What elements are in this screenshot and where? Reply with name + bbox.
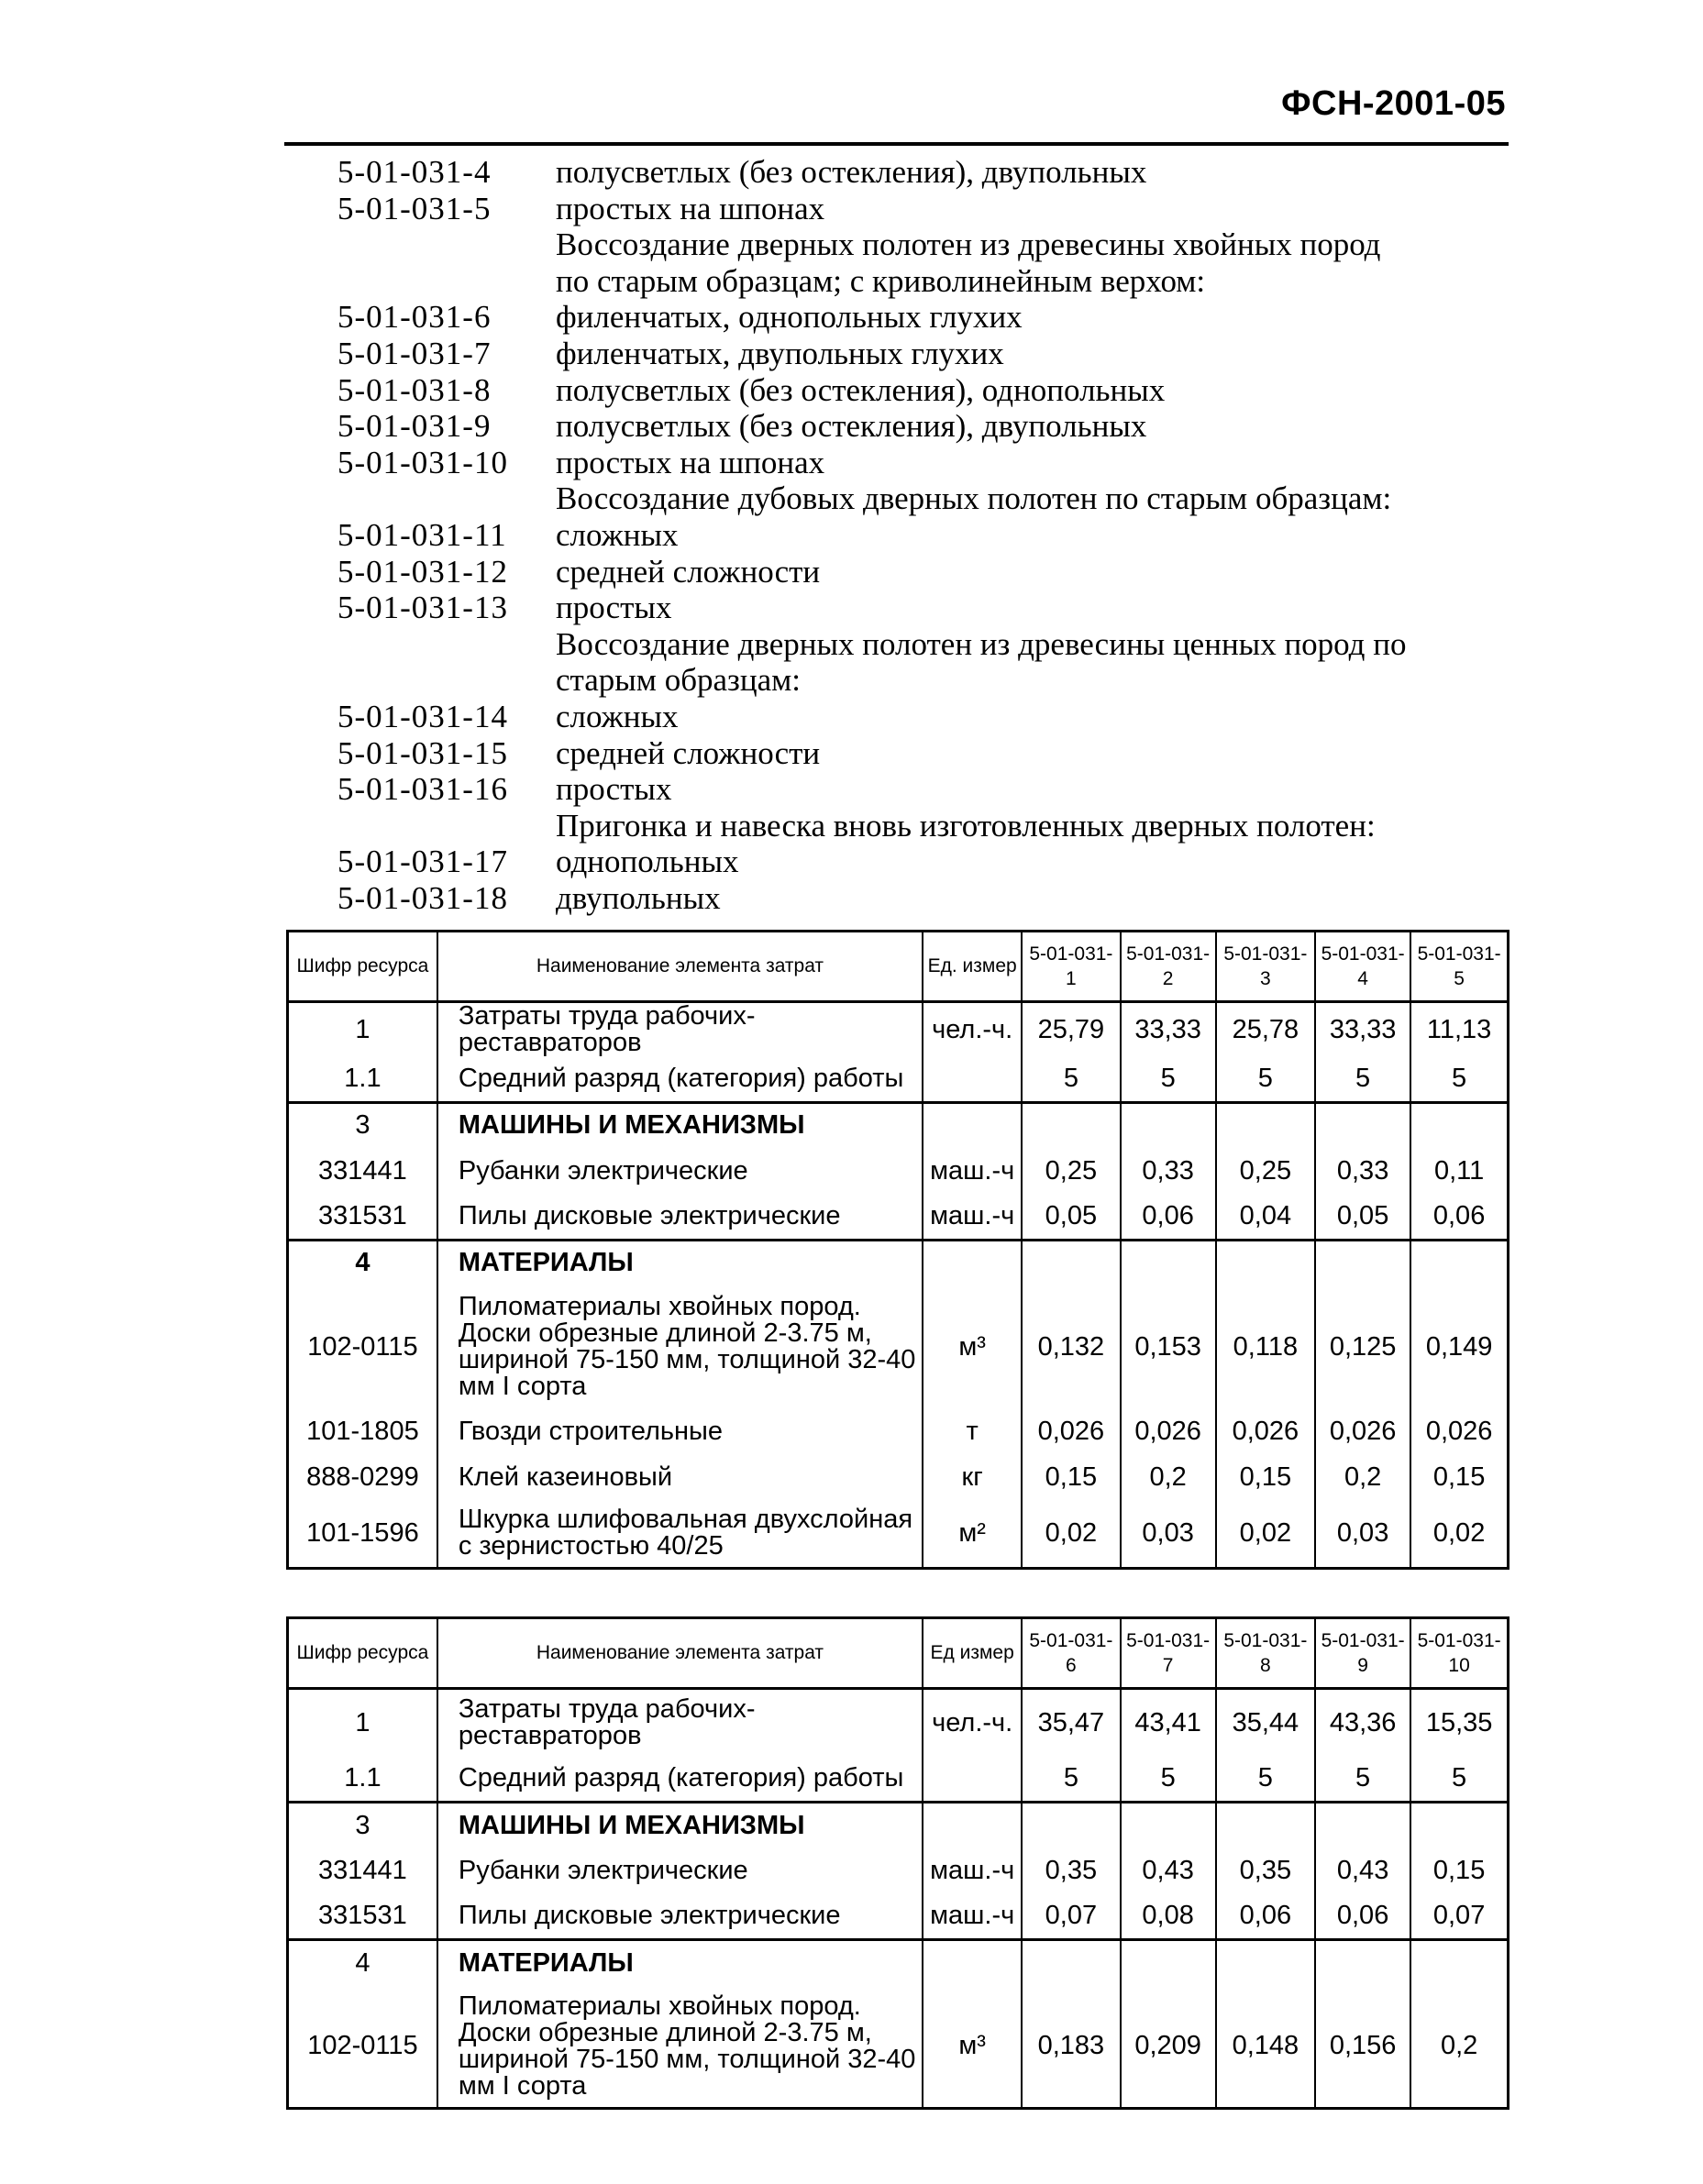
table-header-row — [288, 1618, 1509, 1689]
list-heading: Воссоздание дверных полотен из древесины хвойных пород — [556, 226, 1381, 263]
unit: маш.-ч — [923, 1894, 1022, 1940]
cost-element-name: Рубанки электрические — [437, 1148, 923, 1194]
value-cell: 0,15 — [1216, 1454, 1315, 1500]
col-header-norm: 5-01-031-2 — [1121, 932, 1216, 1002]
value-cell: 0,06 — [1216, 1894, 1315, 1940]
list-heading: Пригонка и навеска вновь изготовленных дверных полотен: — [556, 807, 1376, 844]
value-cell: 0,05 — [1022, 1194, 1120, 1240]
cost-element-name: Пилы дисковые электрические — [437, 1894, 923, 1940]
value-cell: 0,118 — [1216, 1285, 1315, 1408]
resource-code: 331441 — [288, 1848, 437, 1894]
table-row — [288, 1102, 1509, 1148]
value-cell — [1315, 1240, 1410, 1285]
cost-element-name: Затраты труда рабочих-реставраторов — [437, 1689, 923, 1757]
value-cell: 0,06 — [1121, 1194, 1216, 1240]
value-cell: 0,2 — [1121, 1454, 1216, 1500]
value-cell: 5 — [1410, 1757, 1508, 1803]
col-header-norm: 5-01-031-4 — [1315, 932, 1410, 1002]
value-cell — [1121, 1803, 1216, 1848]
value-cell — [1410, 1240, 1508, 1285]
table-row — [288, 1940, 1509, 1986]
value-cell: 0,35 — [1022, 1848, 1120, 1894]
cost-element-name: Гвозди строительные — [437, 1408, 923, 1454]
value-cell — [1315, 1803, 1410, 1848]
table-row — [288, 1148, 1509, 1194]
list-heading: Воссоздание дубовых дверных полотен по старым образцам: — [556, 480, 1392, 517]
resource-code: 331531 — [288, 1894, 437, 1940]
resource-code: 1 — [288, 1002, 437, 1057]
value-cell: 0,03 — [1121, 1500, 1216, 1568]
cost-element-name: Пиломатериалы хвойных пород. Доски обрезные длиной 2-3.75 м, шириной 75-150 мм, толщиной 32-40 мм I сорта — [437, 1986, 923, 2109]
value-cell: 0,026 — [1216, 1408, 1315, 1454]
resource-code: 4 — [288, 1240, 437, 1285]
col-header-resource-code: Шифр ресурса — [288, 932, 437, 1002]
value-cell: 0,35 — [1216, 1848, 1315, 1894]
value-cell: 5 — [1315, 1056, 1410, 1102]
list-code: 5-01-031-12 — [337, 553, 508, 590]
value-cell: 0,156 — [1315, 1986, 1410, 2109]
unit — [923, 1240, 1022, 1285]
value-cell: 0,183 — [1022, 1986, 1120, 2109]
list-desc: простых — [556, 771, 672, 808]
value-cell: 0,33 — [1121, 1148, 1216, 1194]
list-desc: простых — [556, 590, 672, 626]
unit: м² — [923, 1500, 1022, 1568]
value-cell — [1216, 1102, 1315, 1148]
value-cell: 25,79 — [1022, 1002, 1120, 1057]
code-list — [337, 154, 1521, 916]
unit — [923, 1940, 1022, 1986]
header-rule — [284, 142, 1509, 146]
col-header-norm: 5-01-031-10 — [1410, 1618, 1508, 1689]
value-cell: 0,125 — [1315, 1285, 1410, 1408]
list-desc: полусветлых (без остекления), однопольных — [556, 371, 1166, 408]
resource-code: 3 — [288, 1102, 437, 1148]
list-code: 5-01-031-18 — [337, 879, 508, 916]
list-code: 5-01-031-10 — [337, 444, 508, 480]
unit: маш.-ч — [923, 1194, 1022, 1240]
value-cell — [1410, 1102, 1508, 1148]
cost-element-name: Рубанки электрические — [437, 1848, 923, 1894]
value-cell: 0,15 — [1410, 1454, 1508, 1500]
list-desc: однопольных — [556, 844, 739, 880]
resource-code: 1.1 — [288, 1056, 437, 1102]
value-cell — [1216, 1940, 1315, 1986]
list-code: 5-01-031-5 — [337, 190, 492, 226]
value-cell — [1315, 1940, 1410, 1986]
value-cell: 0,33 — [1315, 1148, 1410, 1194]
value-cell: 33,33 — [1315, 1002, 1410, 1057]
value-cell — [1410, 1940, 1508, 1986]
unit: чел.-ч. — [923, 1689, 1022, 1757]
value-cell: 0,026 — [1022, 1408, 1120, 1454]
value-cell: 0,25 — [1022, 1148, 1120, 1194]
list-code — [337, 226, 556, 263]
table-row — [288, 1194, 1509, 1240]
cost-element-name: Шкурка шлифовальная двухслойная с зернистостью 40/25 — [437, 1500, 923, 1568]
value-cell — [1315, 1102, 1410, 1148]
value-cell: 0,026 — [1121, 1408, 1216, 1454]
list-desc: филенчатых, однопольных глухих — [556, 299, 1023, 336]
resource-code: 102-0115 — [288, 1285, 437, 1408]
resource-code: 3 — [288, 1803, 437, 1848]
value-cell: 11,13 — [1410, 1002, 1508, 1057]
table-row — [288, 1803, 1509, 1848]
value-cell: 0,06 — [1315, 1894, 1410, 1940]
section-heading: МАТЕРИАЛЫ — [437, 1240, 923, 1285]
col-header-resource-code: Шифр ресурса — [288, 1618, 437, 1689]
value-cell: 5 — [1216, 1056, 1315, 1102]
list-code: 5-01-031-9 — [337, 408, 492, 445]
value-cell — [1022, 1803, 1120, 1848]
value-cell: 0,149 — [1410, 1285, 1508, 1408]
list-desc: средней сложности — [556, 734, 821, 771]
unit: м³ — [923, 1986, 1022, 2109]
col-header-cost-element: Наименование элемента затрат — [437, 1618, 923, 1689]
cost-element-name: Пилы дисковые электрические — [437, 1194, 923, 1240]
list-code: 5-01-031-15 — [337, 734, 508, 771]
list-code — [337, 808, 556, 844]
col-header-norm: 5-01-031-9 — [1315, 1618, 1410, 1689]
value-cell: 0,07 — [1410, 1894, 1508, 1940]
value-cell: 15,35 — [1410, 1689, 1508, 1757]
table-row — [288, 1056, 1509, 1102]
table-row — [288, 1454, 1509, 1500]
list-desc: простых на шпонах — [556, 190, 825, 226]
col-header-unit: Ед. измер — [923, 932, 1022, 1002]
list-heading: старым образцам: — [556, 662, 802, 699]
unit — [923, 1757, 1022, 1803]
table-row — [288, 1285, 1509, 1408]
value-cell: 5 — [1022, 1056, 1120, 1102]
table-row — [288, 1002, 1509, 1057]
list-code: 5-01-031-17 — [337, 844, 508, 880]
value-cell — [1216, 1240, 1315, 1285]
list-desc: полусветлых (без остекления), двупольных — [556, 408, 1147, 445]
value-cell: 0,43 — [1315, 1848, 1410, 1894]
section-heading: МАТЕРИАЛЫ — [437, 1940, 923, 1986]
value-cell: 0,026 — [1315, 1408, 1410, 1454]
resource-code: 101-1805 — [288, 1408, 437, 1454]
value-cell: 5 — [1410, 1056, 1508, 1102]
cost-element-name: Пиломатериалы хвойных пород. Доски обрезные длиной 2-3.75 м, шириной 75-150 мм, толщиной 32-40 мм I сорта — [437, 1285, 923, 1408]
value-cell: 0,06 — [1410, 1194, 1508, 1240]
resource-code: 888-0299 — [288, 1454, 437, 1500]
col-header-norm: 5-01-031-8 — [1216, 1618, 1315, 1689]
value-cell: 0,15 — [1410, 1848, 1508, 1894]
value-cell: 0,43 — [1121, 1848, 1216, 1894]
value-cell: 0,026 — [1410, 1408, 1508, 1454]
cost-element-name: Затраты труда рабочих-реставраторов — [437, 1002, 923, 1057]
list-code: 5-01-031-14 — [337, 698, 508, 734]
list-code — [337, 263, 556, 300]
section-heading: МАШИНЫ И МЕХАНИЗМЫ — [437, 1102, 923, 1148]
unit: маш.-ч — [923, 1148, 1022, 1194]
value-cell — [1121, 1240, 1216, 1285]
table-row — [288, 1757, 1509, 1803]
col-header-norm: 5-01-031-6 — [1022, 1618, 1120, 1689]
value-cell: 5 — [1315, 1757, 1410, 1803]
value-cell — [1022, 1940, 1120, 1986]
value-cell — [1022, 1240, 1120, 1285]
list-desc: сложных — [556, 698, 679, 734]
list-code: 5-01-031-6 — [337, 299, 492, 336]
resource-code: 331441 — [288, 1148, 437, 1194]
list-desc: средней сложности — [556, 553, 821, 590]
cost-element-name: Средний разряд (категория) работы — [437, 1757, 923, 1803]
table-row — [288, 1408, 1509, 1454]
unit: маш.-ч — [923, 1848, 1022, 1894]
value-cell: 0,02 — [1410, 1500, 1508, 1568]
list-heading: Воссоздание дверных полотен из древесины ценных пород по — [556, 625, 1407, 662]
value-cell: 35,44 — [1216, 1689, 1315, 1757]
value-cell: 0,02 — [1022, 1500, 1120, 1568]
list-code: 5-01-031-16 — [337, 771, 508, 808]
list-code: 5-01-031-11 — [337, 516, 507, 553]
value-cell — [1410, 1803, 1508, 1848]
unit: т — [923, 1408, 1022, 1454]
list-desc: простых на шпонах — [556, 444, 825, 480]
list-desc: филенчатых, двупольных глухих — [556, 335, 1004, 371]
table-row — [288, 1689, 1509, 1757]
value-cell: 0,11 — [1410, 1148, 1508, 1194]
table-row — [288, 1500, 1509, 1568]
unit — [923, 1102, 1022, 1148]
table-row — [288, 1894, 1509, 1940]
cost-element-name: Средний разряд (категория) работы — [437, 1056, 923, 1102]
col-header-norm: 5-01-031-5 — [1410, 932, 1508, 1002]
unit: чел.-ч. — [923, 1002, 1022, 1057]
value-cell: 35,47 — [1022, 1689, 1120, 1757]
unit — [923, 1803, 1022, 1848]
value-cell: 0,25 — [1216, 1148, 1315, 1194]
list-code — [337, 626, 556, 663]
value-cell — [1216, 1803, 1315, 1848]
value-cell — [1121, 1940, 1216, 1986]
list-code: 5-01-031-13 — [337, 590, 508, 626]
value-cell: 0,07 — [1022, 1894, 1120, 1940]
value-cell: 0,132 — [1022, 1285, 1120, 1408]
value-cell: 0,05 — [1315, 1194, 1410, 1240]
list-desc: сложных — [556, 516, 679, 553]
list-code — [337, 480, 556, 517]
cost-table-2 — [286, 1616, 1509, 2110]
list-heading: по старым образцам; с криволинейным верхом: — [556, 262, 1206, 299]
value-cell — [1022, 1102, 1120, 1148]
value-cell: 0,209 — [1121, 1986, 1216, 2109]
document-code: ФСН-2001-05 — [1281, 84, 1506, 123]
resource-code: 102-0115 — [288, 1986, 437, 2109]
unit: кг — [923, 1454, 1022, 1500]
value-cell: 5 — [1121, 1757, 1216, 1803]
list-code: 5-01-031-4 — [337, 154, 492, 190]
list-desc: полусветлых (без остекления), двупольных — [556, 154, 1147, 190]
value-cell: 43,36 — [1315, 1689, 1410, 1757]
value-cell: 0,04 — [1216, 1194, 1315, 1240]
list-code: 5-01-031-8 — [337, 371, 492, 408]
value-cell: 0,15 — [1022, 1454, 1120, 1500]
value-cell: 0,03 — [1315, 1500, 1410, 1568]
list-code — [337, 662, 556, 699]
resource-code: 101-1596 — [288, 1500, 437, 1568]
col-header-norm: 5-01-031-7 — [1121, 1618, 1216, 1689]
resource-code: 1 — [288, 1689, 437, 1757]
unit — [923, 1056, 1022, 1102]
value-cell: 0,02 — [1216, 1500, 1315, 1568]
value-cell: 0,08 — [1121, 1894, 1216, 1940]
value-cell: 43,41 — [1121, 1689, 1216, 1757]
cost-table-1 — [286, 930, 1509, 1570]
value-cell: 25,78 — [1216, 1002, 1315, 1057]
value-cell: 5 — [1121, 1056, 1216, 1102]
value-cell — [1121, 1102, 1216, 1148]
resource-code: 4 — [288, 1940, 437, 1986]
table-row — [288, 1240, 1509, 1285]
value-cell: 0,2 — [1410, 1986, 1508, 2109]
col-header-unit: Ед измер — [923, 1618, 1022, 1689]
col-header-norm: 5-01-031-3 — [1216, 932, 1315, 1002]
value-cell: 0,2 — [1315, 1454, 1410, 1500]
value-cell: 5 — [1022, 1757, 1120, 1803]
value-cell: 0,153 — [1121, 1285, 1216, 1408]
value-cell: 0,148 — [1216, 1986, 1315, 2109]
list-code: 5-01-031-7 — [337, 335, 492, 371]
resource-code: 331531 — [288, 1194, 437, 1240]
table-header-row — [288, 932, 1509, 1002]
value-cell: 33,33 — [1121, 1002, 1216, 1057]
table-row — [288, 1848, 1509, 1894]
col-header-cost-element: Наименование элемента затрат — [437, 932, 923, 1002]
cost-element-name: Клей казеиновый — [437, 1454, 923, 1500]
unit: м³ — [923, 1285, 1022, 1408]
table-row — [288, 1986, 1509, 2109]
section-heading: МАШИНЫ И МЕХАНИЗМЫ — [437, 1803, 923, 1848]
resource-code: 1.1 — [288, 1757, 437, 1803]
list-desc: двупольных — [556, 879, 721, 916]
col-header-norm: 5-01-031-1 — [1022, 932, 1120, 1002]
value-cell: 5 — [1216, 1757, 1315, 1803]
